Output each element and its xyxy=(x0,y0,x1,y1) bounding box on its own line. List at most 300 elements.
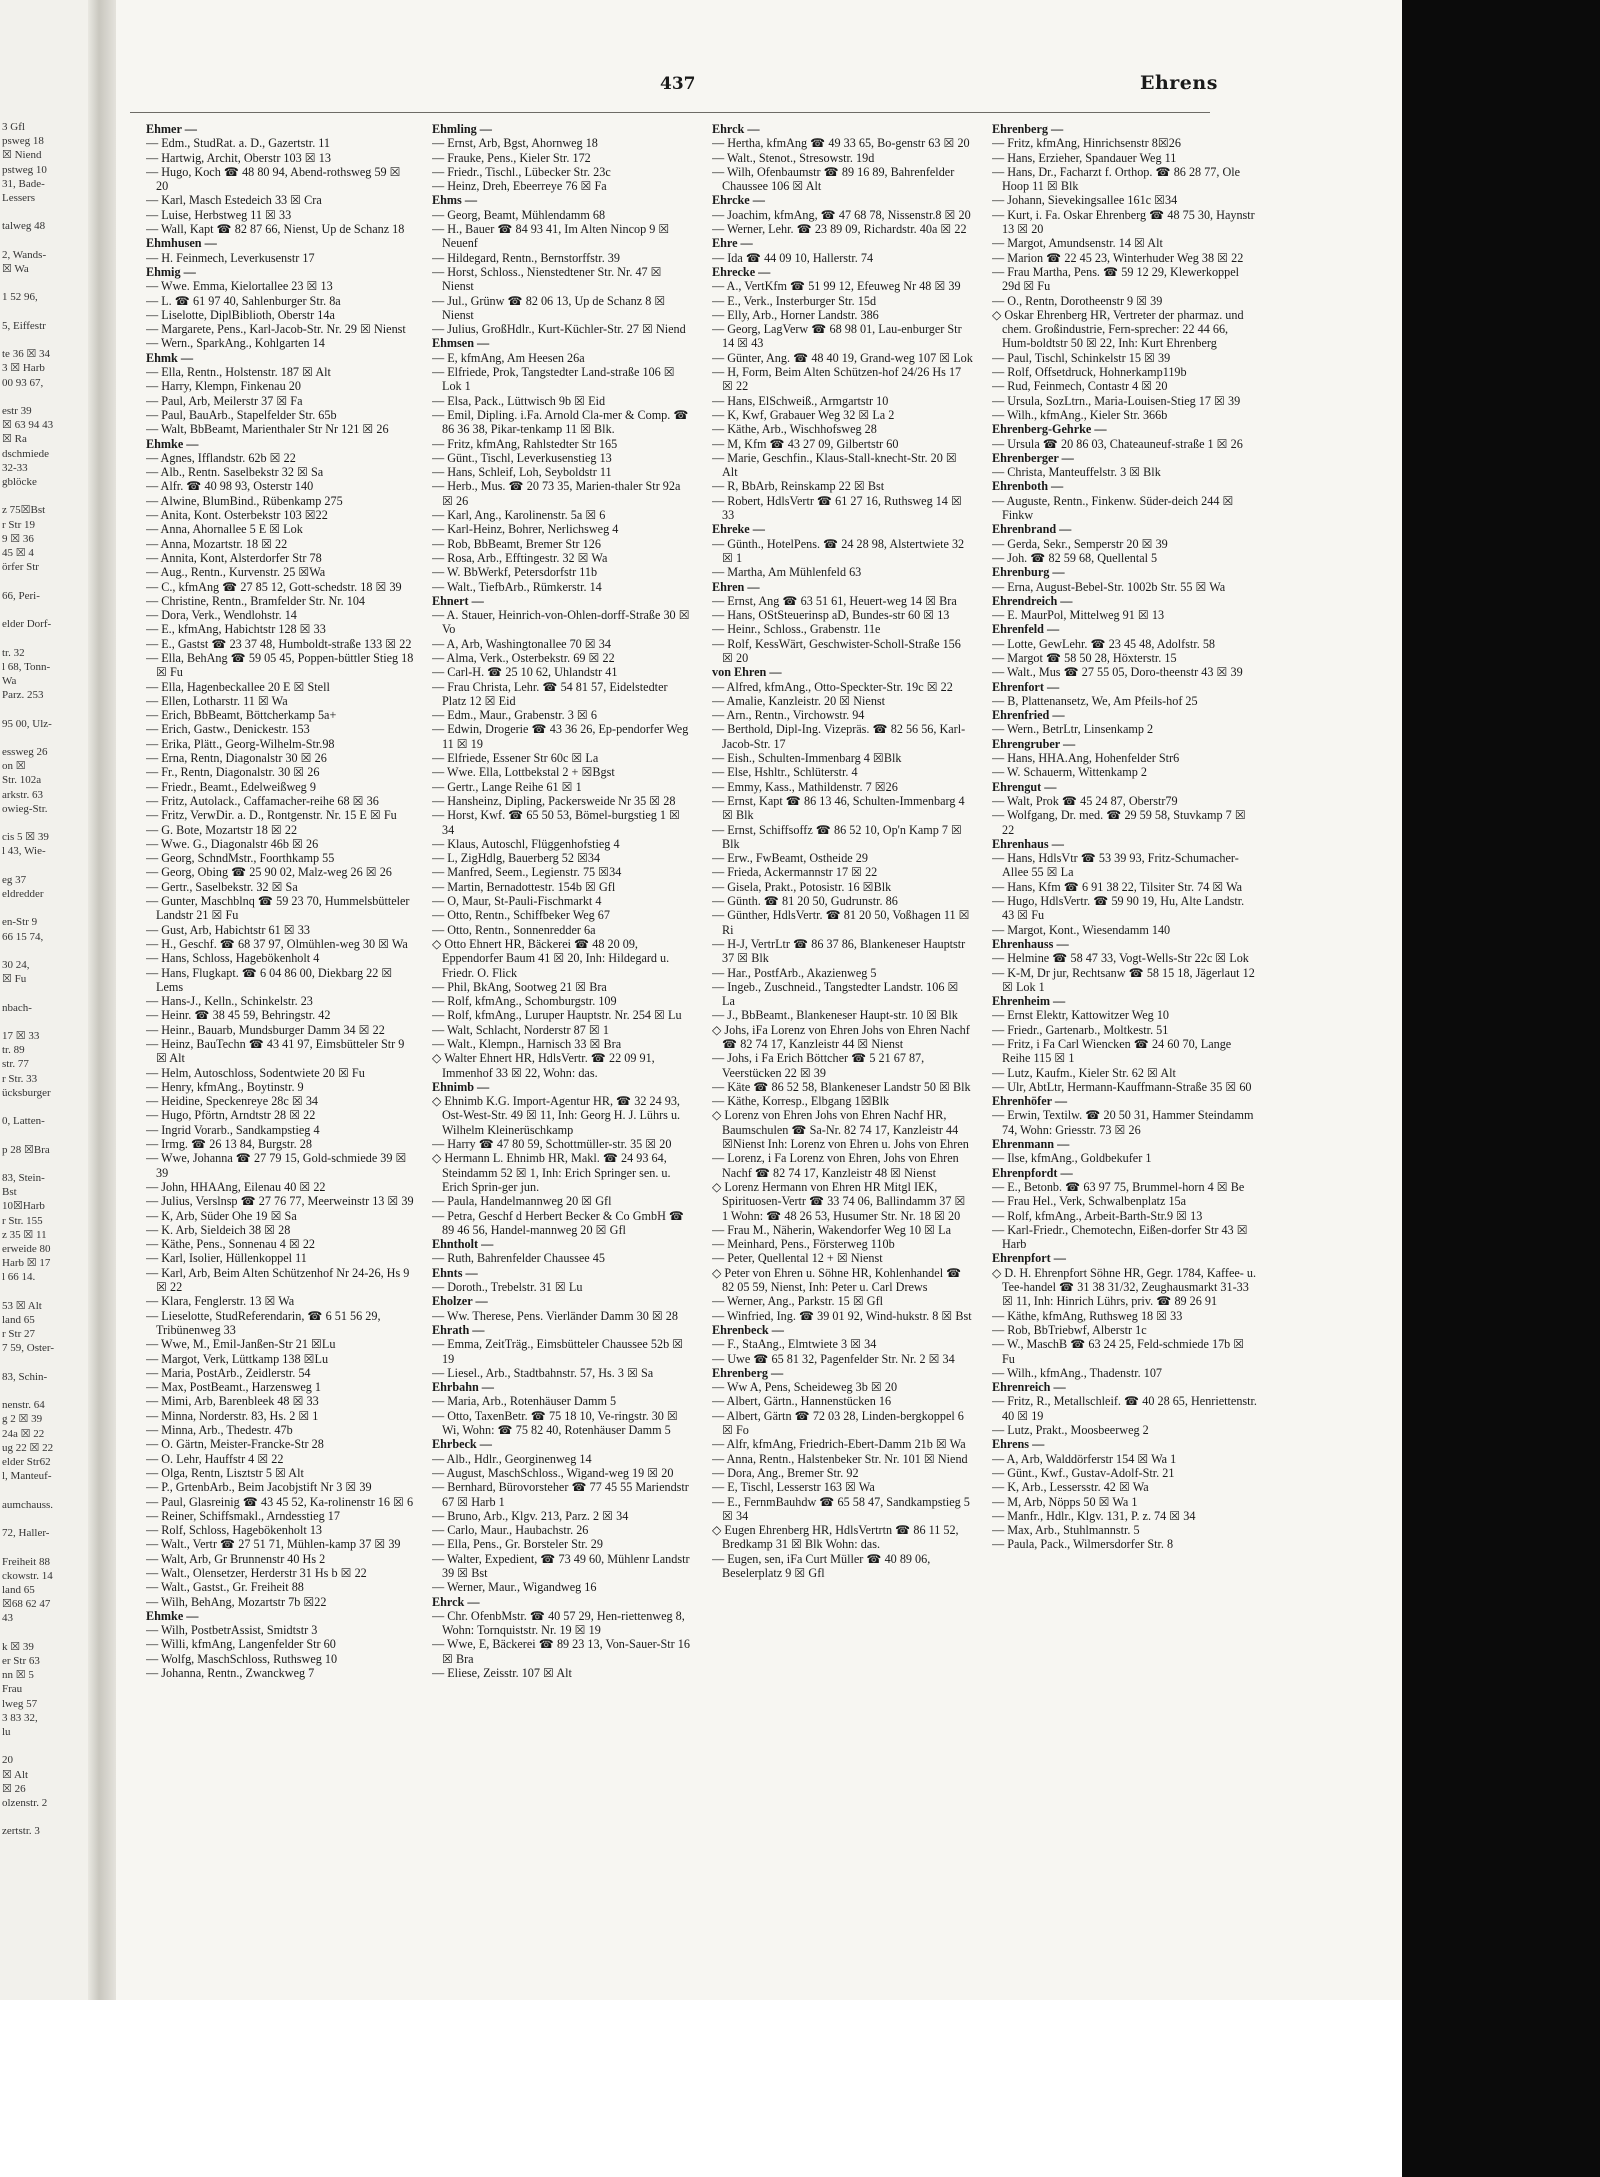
directory-entry: — Anna, Ahornallee 5 E ☒ Lok xyxy=(146,522,303,537)
surname-heading: Ehmhusen — xyxy=(146,236,217,251)
directory-entry: — Frauke, Pens., Kieler Str. 172 xyxy=(432,150,591,165)
directory-entry: — Margot, Verk, Lüttkamp 138 ☒Lu xyxy=(146,1351,329,1366)
facing-page-line: 17 ☒ 33 xyxy=(2,1030,40,1042)
facing-page-line: ☒ Wa xyxy=(2,263,29,276)
directory-entry: — K-M, Dr jur, Rechtsanw ☎ 58 15 18, Jägerlaut 12 ☒ Lok 1 xyxy=(992,965,1255,994)
facing-page-line xyxy=(2,1739,86,1753)
facing-page-line: estr 39 xyxy=(2,405,32,418)
directory-entry: — M, Arb, Nöpps 50 ☒ Wa 1 xyxy=(992,1494,1138,1509)
facing-page-line: 00 93 67, xyxy=(2,376,44,389)
directory-entry: — Werner, Ang., Parkstr. 15 ☒ Gfl xyxy=(712,1294,884,1309)
directory-entry: — Liesel., Arb., Stadtbahnstr. 57, Hs. 3 ☒ Sa xyxy=(432,1365,654,1380)
directory-entry: — Henry, kfmAng., Boytinstr. 9 xyxy=(146,1079,304,1094)
facing-page-line: eldredder xyxy=(2,887,44,900)
directory-entry: — Wolfg, MaschSchloss, Ruthsweg 10 xyxy=(146,1651,338,1666)
directory-entry: — Hugo, HdlsVertr. ☎ 59 90 19, Hu, Alte Landstr. 43 ☒ Fu xyxy=(992,894,1245,923)
directory-entry: — Dora, Verk., Wendlohstr. 14 xyxy=(146,608,297,623)
directory-entry: — Else, Hshltr., Schlüterstr. 4 xyxy=(712,765,858,780)
facing-page-line xyxy=(2,1356,86,1370)
directory-entry: — Hans, HHA.Ang, Hohenfelder Str6 xyxy=(992,751,1180,766)
directory-entry: — Helm, Autoschloss, Sodentwiete 20 ☒ Fu xyxy=(146,1065,365,1080)
facing-page-line: tr. 89 xyxy=(2,1044,25,1057)
facing-page-line: 72, Haller- xyxy=(2,1527,50,1540)
directory-entry: — Gerda, Sekr., Semperstr 20 ☒ 39 xyxy=(992,536,1168,551)
directory-entry: — Günth., HotelPens. ☎ 24 28 98, Alstertwiete 32 ☒ 1 xyxy=(712,536,965,565)
directory-entry: — Olga, Rentn, Lisztstr 5 ☒ Alt xyxy=(146,1465,304,1480)
directory-entry: — C., kfmAng ☎ 27 85 12, Gott-schedstr. 18 ☒ 39 xyxy=(146,579,402,594)
facing-page-line: 24a ☒ 22 xyxy=(2,1427,45,1440)
directory-entry: — Margot ☎ 58 50 28, Höxterstr. 15 xyxy=(992,650,1177,665)
facing-page-line: 66, Peri- xyxy=(2,589,40,602)
directory-entry: — Ingrid Vorarb., Sandkampstieg 4 xyxy=(146,1122,320,1137)
facing-page-line: te 36 ☒ 34 xyxy=(2,348,51,361)
surname-heading: Ehrenfeld — xyxy=(992,622,1060,637)
directory-entry: — Alma, Verk., Osterbekstr. 69 ☒ 22 xyxy=(432,650,615,665)
directory-entry: — Frau M., Näherin, Wakendorfer Weg 10 ☒ La xyxy=(712,1222,951,1237)
directory-entry: — Ida ☎ 44 09 10, Hallerstr. 74 xyxy=(712,250,874,265)
facing-page-line xyxy=(2,1157,86,1171)
directory-entry: — Alfred, kfmAng., Otto-Speckter-Str. 19c ☒ 22 xyxy=(712,679,953,694)
directory-entry: — Winfried, Ing. ☎ 39 01 92, Wind-hukstr. 8 ☒ Bst xyxy=(712,1308,972,1323)
surname-heading: Ehrens — xyxy=(992,1437,1045,1452)
directory-entry: — Hans, HdlsVtr ☎ 53 39 93, Fritz-Schumacher-Allee 55 ☒ La xyxy=(992,851,1239,880)
directory-entry: — Elsa, Pack., Lüttwisch 9b ☒ Eid xyxy=(432,393,606,408)
directory-entry: — Fr., Rentn, Diagonalstr. 30 ☒ 26 xyxy=(146,765,320,780)
directory-entry: — Alwine, BlumBind., Rübenkamp 275 xyxy=(146,493,343,508)
directory-entry: — Friedr., Beamt., Edelweißweg 9 xyxy=(146,779,316,794)
directory-entry: — Walt, Arb, Gr Brunnenstr 40 Hs 2 xyxy=(146,1551,326,1566)
header-rule xyxy=(130,112,1210,113)
directory-entry: — Elfriede, Prok, Tangstedter Land-straße 106 ☒ Lok 1 xyxy=(432,365,675,394)
directory-entry: ◇ Eugen Ehrenberg HR, HdlsVertrtn ☎ 86 11 52, Bredkamp 31 ☒ Blk Wohn: das. xyxy=(712,1523,959,1552)
directory-entry: — Hans, Schloss, Hagebökenholt 4 xyxy=(146,951,320,966)
directory-entry: — Har., PostfArb., Akazienweg 5 xyxy=(712,965,877,980)
facing-page-line: r Str. 33 xyxy=(2,1072,38,1085)
directory-entry: — Hans, OStSteuerinsp aD, Bundes-str 60 ☒ 13 xyxy=(712,608,950,623)
directory-entry: — Heinr., Bauarb, Mundsburger Damm 34 ☒ 22 xyxy=(146,1022,385,1037)
surname-heading: Ehmer — xyxy=(146,122,197,136)
facing-page-line: r Str. 155 xyxy=(2,1214,43,1227)
directory-entry: — Ursula, SozLtrn., Maria-Louisen-Stieg 17 ☒ 39 xyxy=(992,393,1241,408)
facing-page-line: ☒ Niend xyxy=(2,149,42,162)
facing-page-line: z 75☒Bst xyxy=(2,504,46,517)
directory-entry: — Walt., Olensetzer, Herderstr 31 Hs b ☒ 22 xyxy=(146,1565,367,1580)
directory-entry: — Klaus, Autoschl, Flüggenhofstieg 4 xyxy=(432,836,620,851)
facing-page-line xyxy=(2,1285,86,1299)
surname-heading: Ehrbahn — xyxy=(432,1380,494,1395)
facing-page-line xyxy=(2,986,86,1000)
directory-entry: — Dora, Ang., Bremer Str. 92 xyxy=(712,1465,859,1480)
surname-heading: Ehreke — xyxy=(712,522,765,537)
directory-entry: — Ella, Hagenbeckallee 20 E ☒ Stell xyxy=(146,679,330,694)
directory-entry: — Martin, Bernadottestr. 154b ☒ Gfl xyxy=(432,879,616,894)
directory-entry: — Karl, Arb, Beim Alten Schützenhof Nr 24-26, Hs 9 ☒ 22 xyxy=(146,1265,410,1295)
directory-entry: — W. BbWerkf, Petersdorfstr 11b xyxy=(432,565,598,580)
facing-page-line: 7 59, Oster- xyxy=(2,1342,55,1355)
facing-page-line xyxy=(2,603,86,617)
directory-entry: — Amalie, Kanzleistr. 20 ☒ Nienst xyxy=(712,693,886,708)
directory-entry: — Harry ☎ 47 80 59, Schottmüller-str. 35 ☒ 20 xyxy=(432,1137,672,1152)
directory-entry: — O, Maur, St-Pauli-Fischmarkt 4 xyxy=(432,894,602,909)
directory-entry: — Hans, Dr., Facharzt f. Orthop. ☎ 86 28 77, Ole Hoop 11 ☒ Blk xyxy=(992,164,1241,194)
directory-entry: — Arn., Rentn., Virchowstr. 94 xyxy=(712,708,865,723)
facing-page-line: 83, Schin- xyxy=(2,1370,48,1383)
surname-heading: Ehrenburg — xyxy=(992,565,1065,580)
directory-entry: ◇ Johs, iFa Lorenz von Ehren Johs von Ehren Nachf ☎ 82 74 17, Kanzleistr 44 ☒ Nienst xyxy=(712,1022,970,1051)
directory-entry: — Werner, Maur., Wigandweg 16 xyxy=(432,1580,597,1595)
directory-entry: — Paul, BauArb., Stapelfelder Str. 65b xyxy=(146,407,337,422)
facing-page-line xyxy=(2,944,86,958)
directory-entry: — Wall, Kapt ☎ 82 87 66, Nienst, Up de Schanz 18 xyxy=(146,222,405,237)
directory-entry: — Minna, Arb., Thedestr. 47b xyxy=(146,1423,293,1438)
directory-entry: — Elly, Arb., Horner Landstr. 386 xyxy=(712,307,879,322)
surname-heading: Ehrcke — xyxy=(712,193,765,208)
directory-entry: — H. Feinmech, Leverkusenstr 17 xyxy=(146,250,315,265)
directory-entry: — Walt, Prok ☎ 45 24 87, Oberstr79 xyxy=(992,793,1178,808)
directory-entry: — Minna, Norderstr. 83, Hs. 2 ☒ 1 xyxy=(146,1408,319,1423)
directory-entry: — Wern., BetrLtr, Linsenkamp 2 xyxy=(992,722,1154,737)
directory-entry: — Gisela, Prakt., Potosistr. 16 ☒Blk xyxy=(712,879,892,894)
directory-entry: — Hansheinz, Dipling, Packersweide Nr 35 ☒ 28 xyxy=(432,793,676,808)
directory-entry: — Wilh, Ofenbaumstr ☎ 89 16 89, Bahrenfelder Chaussee 106 ☒ Alt xyxy=(712,164,955,194)
facing-page-line xyxy=(2,1015,86,1029)
directory-entry: — A., VertKfm ☎ 51 99 12, Efeuweg Nr 48 ☒ 39 xyxy=(712,279,961,294)
directory-entry: — Wwe. Emma, Kielortallee 23 ☒ 13 xyxy=(146,279,333,294)
directory-entry: — Walt, BbBeamt, Marienthaler Str Nr 121 ☒ 26 xyxy=(146,422,389,437)
directory-entry: — Ernst Elektr, Kattowitzer Weg 10 xyxy=(992,1008,1170,1023)
surname-heading: Ehrenfort — xyxy=(992,679,1060,694)
directory-entry: — E., Verk., Insterburger Str. 15d xyxy=(712,293,877,308)
surname-heading: Ehrath — xyxy=(432,1322,485,1337)
surname-heading: Ehnts — xyxy=(432,1265,478,1280)
surname-heading: Ehrecke — xyxy=(712,264,771,279)
facing-page-line xyxy=(2,731,86,745)
facing-page-line xyxy=(2,702,86,716)
surname-heading: Ehrbeck — xyxy=(432,1437,492,1452)
directory-entry: — Karl, Masch Estedeich 33 ☒ Cra xyxy=(146,193,322,208)
facing-page-line: land 65 xyxy=(2,1583,35,1596)
directory-entry: — Kurt, i. Fa. Oskar Ehrenberg ☎ 48 75 30, Haynstr 13 ☒ 20 xyxy=(992,207,1255,237)
surname-heading: Ehrengruber — xyxy=(992,736,1076,751)
directory-entry: — Walt., TiefbArb., Rümkerstr. 14 xyxy=(432,579,602,594)
directory-entry: — Gertr., Saselbekstr. 32 ☒ Sa xyxy=(146,879,298,894)
directory-entry: — Hertha, kfmAng ☎ 49 33 65, Bo-genstr 63 ☒ 20 xyxy=(712,136,970,151)
facing-page-line xyxy=(2,1810,86,1824)
directory-entry: — F., StaAng., Elmtwiete 3 ☒ 34 xyxy=(712,1337,877,1352)
surname-heading: Ehmke — xyxy=(146,436,199,451)
directory-entry: — E., FernmBauhdw ☎ 65 58 47, Sandkampstieg 5 ☒ 34 xyxy=(712,1494,970,1523)
surname-heading: Ehmling — xyxy=(432,122,492,136)
facing-page-line: l 43, Wie- xyxy=(2,845,46,858)
surname-heading: Ehrenhauss — xyxy=(992,936,1069,951)
directory-entry: — L, ZigHdlg, Bauerberg 52 ☒34 xyxy=(432,851,601,866)
directory-entry: — Ilse, kfmAng., Goldbekufer 1 xyxy=(992,1151,1152,1166)
surname-heading: Ehrck — xyxy=(712,122,760,136)
directory-entry: — Joachim, kfmAng, ☎ 47 68 78, Nissenstr.8 ☒ 20 xyxy=(712,207,971,222)
facing-page-line: 53 ☒ Alt xyxy=(2,1299,42,1312)
directory-entry: — Paul, Arb, Meilerstr 37 ☒ Fa xyxy=(146,393,303,408)
facing-page-line: Lessers xyxy=(2,192,35,205)
facing-page-line: olzenstr. 2 xyxy=(2,1796,48,1809)
directory-entry: — Max, PostBeamt., Harzensweg 1 xyxy=(146,1380,321,1395)
surname-heading: Ehms — xyxy=(432,193,478,208)
directory-entry: — Hugo, Koch ☎ 48 80 94, Abend-rothsweg 59 ☒ 20 xyxy=(146,164,401,194)
facing-page-line: Bst xyxy=(2,1186,17,1199)
directory-entry: — Bernhard, Bürovorsteher ☎ 77 45 55 Mariendstr 67 ☒ Harb 1 xyxy=(432,1480,689,1509)
facing-page-line xyxy=(2,205,86,219)
page-number: 437 xyxy=(660,74,696,94)
directory-entry: — Georg, Obing ☎ 25 90 02, Malz-weg 26 ☒ 26 xyxy=(146,865,392,880)
directory-entry: — K. Arb, Sieldeich 38 ☒ 28 xyxy=(146,1222,291,1237)
directory-entry: — Ingeb., Zuschneid., Tangstedter Landstr. 106 ☒ La xyxy=(712,979,959,1009)
directory-entry: — Rolf, Schloss, Hagebökenholt 13 xyxy=(146,1523,323,1538)
directory-entry: — Heinr., Schloss., Grabenstr. 11e xyxy=(712,622,881,637)
directory-entry: — Phil, BkAng, Sootweg 21 ☒ Bra xyxy=(432,979,607,994)
directory-entry: — A, Arb, Washingtonallee 70 ☒ 34 xyxy=(432,636,611,651)
directory-entry: — Hans-J., Kelln., Schinkelstr. 23 xyxy=(146,994,313,1009)
facing-page-line: 1 52 96, xyxy=(2,291,38,304)
surname-heading: Ehrenberg-Gehrke — xyxy=(992,422,1107,437)
directory-entry: — Ww A, Pens, Scheideweg 3b ☒ 20 xyxy=(712,1380,898,1395)
directory-entry: — Uwe ☎ 65 81 32, Pagenfelder Str. Nr. 2 ☒ 34 xyxy=(712,1351,955,1366)
directory-entry: — Walt., Gastst., Gr. Freiheit 88 xyxy=(146,1580,304,1595)
directory-entry: — Hans, Kfm ☎ 6 91 38 22, Tilsiter Str. 74 ☒ Wa xyxy=(992,879,1243,894)
surname-heading: von Ehren — xyxy=(712,665,782,680)
directory-entry: — K, Kwf, Grabauer Weg 32 ☒ La 2 xyxy=(712,407,895,422)
directory-entry: — P., GrtenbArb., Beim Jacobjstift Nr 3 ☒ 39 xyxy=(146,1480,372,1495)
directory-entry: — Irmg. ☎ 26 13 84, Burgstr. 28 xyxy=(146,1137,312,1152)
facing-page-line: 3 ☒ Harb xyxy=(2,362,45,375)
facing-page-line xyxy=(2,1128,86,1142)
directory-entry: — Harry, Klempn, Finkenau 20 xyxy=(146,379,301,394)
directory-entry: — Fritz, i Fa Carl Wiencken ☎ 24 60 70, Lange Reihe 115 ☒ 1 xyxy=(992,1037,1232,1066)
directory-entry: — H-J, VertrLtr ☎ 86 37 86, Blankeneser Hauptstr 37 ☒ Blk xyxy=(712,936,966,966)
directory-entry: — Walt, Schlacht, Norderstr 87 ☒ 1 xyxy=(432,1022,609,1037)
directory-entry: — Doroth., Trebelstr. 31 ☒ Lu xyxy=(432,1280,583,1295)
directory-entry: — Emma, ZeitTräg., Eimsbütteler Chaussee 52b ☒ 19 xyxy=(432,1337,684,1366)
directory-entry: — Friedr., Gartenarb., Moltkestr. 51 xyxy=(992,1022,1169,1037)
facing-page-line: ☒ Alt xyxy=(2,1768,29,1781)
directory-entry: — Käthe, Korresp., Elbgang 1☒Blk xyxy=(712,1094,890,1109)
directory-entry: — Walter, Expedient, ☎ 73 49 60, Mühlenr Landstr 39 ☒ Bst xyxy=(432,1551,690,1580)
directory-entry: — Reiner, Schiffsmakl., Arndesstieg 17 xyxy=(146,1508,340,1523)
directory-entry: — Günt., Tischl, Leverkusenstieg 13 xyxy=(432,450,612,465)
directory-entry: — Hans, Erzieher, Spandauer Weg 11 xyxy=(992,150,1177,165)
directory-entry: — Erika, Plätt., Georg-Wilhelm-Str.98 xyxy=(146,736,335,751)
directory-entry: — Walt., Mus ☎ 27 55 05, Doro-theenstr 43 ☒ 39 xyxy=(992,665,1243,680)
facing-page-line: r Str 19 xyxy=(2,518,35,531)
directory-entry: — Alfr, kfmAng, Friedrich-Ebert-Damm 21b ☒ Wa xyxy=(712,1437,966,1452)
directory-entry: — Hans, Schleif, Loh, Seyboldstr 11 xyxy=(432,465,612,480)
surname-heading: Ehrenpfordt — xyxy=(992,1165,1073,1180)
facing-page-line: 45 ☒ 4 xyxy=(2,547,34,560)
facing-page-line: str. 77 xyxy=(2,1058,29,1071)
directory-entry: — Horst, Schloss., Nienstedtener Str. Nr. 47 ☒ Nienst xyxy=(432,264,662,294)
directory-entry: ◇ D. H. Ehrenpfort Söhne HR, Gegr. 1784, Kaffee- u. Tee-handel ☎ 31 38 31/32, Zeughausmarkt 31-33 ☒ 11, Inh: Hinrich Lührs, priv. ☎ 89 26 91 xyxy=(992,1265,1257,1309)
directory-entry: — Walt., Vertr ☎ 27 51 71, Mühlen-kamp 37 ☒ 39 xyxy=(146,1537,401,1552)
directory-entry: — Bruno, Arb., Klgv. 213, Parz. 2 ☒ 34 xyxy=(432,1508,629,1523)
directory-entry: — Johann, Sievekingsallee 161c ☒34 xyxy=(992,193,1178,208)
directory-entry: — Marie, Geschfin., Klaus-Stall-knecht-Str. 20 ☒ Alt xyxy=(712,450,957,480)
directory-entry: — Frau Martha, Pens. ☎ 59 12 29, Klewerkoppel 29d ☒ Fu xyxy=(992,264,1240,294)
directory-entry: — Christa, Manteuffelstr. 3 ☒ Blk xyxy=(992,465,1161,480)
directory-entry: — Gunter, Maschblnq ☎ 59 23 70, Hummelsbütteler Landstr 21 ☒ Fu xyxy=(146,894,410,923)
facing-page-line: aumchauss. xyxy=(2,1498,54,1511)
directory-entry: — Walt., Stenot., Stresowstr. 19d xyxy=(712,150,875,165)
directory-entry: — Fritz, kfmAng, Hinrichsenstr 8☒26 xyxy=(992,136,1181,151)
directory-column-2 xyxy=(432,122,694,1972)
directory-entry: — Paul, Tischl, Schinkelstr 15 ☒ 39 xyxy=(992,350,1171,365)
directory-entry: — Georg, LagVerw ☎ 68 98 01, Lau-enburger Str 14 ☒ 43 xyxy=(712,322,962,351)
directory-entry: — Hartwig, Archit, Oberstr 103 ☒ 13 xyxy=(146,150,331,165)
directory-entry: — Aug., Rentn., Kurvenstr. 25 ☒Wa xyxy=(146,565,326,580)
facing-page-line: Str. 102a xyxy=(2,774,42,787)
directory-entry: — Rosa, Arb., Efftingestr. 32 ☒ Wa xyxy=(432,550,608,565)
directory-entry: — Günter, Ang. ☎ 48 40 19, Grand-weg 107 ☒ Lok xyxy=(712,350,973,365)
directory-entry: — Georg, Beamt, Mühlendamm 68 xyxy=(432,207,606,222)
facing-page-line xyxy=(2,489,86,503)
facing-page-line: örfer Str xyxy=(2,561,39,574)
directory-entry: — Robert, HdlsVertr ☎ 61 27 16, Ruthsweg 14 ☒ 33 xyxy=(712,493,962,523)
directory-entry: — Joh. ☎ 82 59 68, Quellental 5 xyxy=(992,550,1158,565)
directory-entry: — Edm., StudRat. a. D., Gazertstr. 11 xyxy=(146,136,331,151)
facing-page-line: ☒ Fu xyxy=(2,973,27,986)
facing-page-line: p 28 ☒Bra xyxy=(2,1143,50,1156)
directory-entry: — Günt., Kwf., Gustav-Adolf-Str. 21 xyxy=(992,1465,1175,1480)
directory-entry: — Marion ☎ 22 45 23, Winterhuder Weg 38 ☒ 22 xyxy=(992,250,1244,265)
facing-page-line: 5, Eiffestr xyxy=(2,319,46,332)
facing-page-line: g 2 ☒ 39 xyxy=(2,1413,43,1426)
directory-entry: — Heinz, Dreh, Ebeerreye 76 ☒ Fa xyxy=(432,179,607,194)
directory-entry: — Wern., SparkAng., Kohlgarten 14 xyxy=(146,336,325,351)
directory-entry: — Rolf, kfmAng., Arbeit-Barth-Str.9 ☒ 13 xyxy=(992,1208,1203,1223)
facing-page-line: lu xyxy=(2,1725,11,1738)
facing-page-line: 31, Bade- xyxy=(2,177,45,190)
directory-entry: — E, Tischl, Lesserstr 163 ☒ Wa xyxy=(712,1480,875,1495)
directory-entry: — O. Gärtn, Meister-Francke-Str 28 xyxy=(146,1437,324,1452)
directory-entry: — E., kfmAng, Habichtstr 128 ☒ 33 xyxy=(146,622,326,637)
facing-page-line: Harb ☒ 17 xyxy=(2,1257,51,1270)
directory-entry: — Rob, BbBeamt, Bremer Str 126 xyxy=(432,536,601,551)
directory-entry: — Lorenz, i Fa Lorenz von Ehren, Johs von Ehren Nachf ☎ 82 74 17, Kanzleistr 48 ☒ Nienst xyxy=(712,1151,959,1180)
directory-entry: — Heinr. ☎ 38 45 59, Behringstr. 42 xyxy=(146,1008,331,1023)
facing-page-line xyxy=(2,276,86,290)
directory-entry: — Käte ☎ 86 52 58, Blankeneser Landstr 50 ☒ Blk xyxy=(712,1079,971,1094)
directory-entry: — Helmine ☎ 58 47 33, Vogt-Wells-Str 22c ☒ Lok xyxy=(992,951,1249,966)
directory-entry: — Wilh, BehAng, Mozartstr 7b ☒22 xyxy=(146,1594,327,1609)
facing-page-line: tr. 32 xyxy=(2,646,25,659)
directory-entry: — Heidine, Speckenreye 28c ☒ 34 xyxy=(146,1094,319,1109)
directory-entry: — Walt., Klempn., Harnisch 33 ☒ Bra xyxy=(432,1037,622,1051)
directory-entry: — Annita, Kont, Alsterdorfer Str 78 xyxy=(146,550,322,565)
directory-entry: — W., MaschB ☎ 63 24 25, Feld-schmiede 17b ☒ Fu xyxy=(992,1337,1245,1366)
surname-heading: Ehrenbeck — xyxy=(712,1322,784,1337)
directory-entry: — Margarete, Pens., Karl-Jacob-Str. Nr. 29 ☒ Nienst xyxy=(146,322,406,337)
directory-entry: — Wilh., kfmAng., Kieler Str. 366b xyxy=(992,407,1168,422)
surname-heading: Ehrenbrand — xyxy=(992,522,1072,537)
directory-entry: — O. Lehr, Hauffstr 4 ☒ 22 xyxy=(146,1451,284,1466)
facing-page-line: ckowstr. 14 xyxy=(2,1569,53,1582)
directory-entry: — Emil, Dipling. i.Fa. Arnold Cla-mer & Comp. ☎ 86 36 38, Pikar-tenkamp 11 ☒ Blk. xyxy=(432,407,689,437)
surname-heading: Ehrenberg — xyxy=(992,122,1064,136)
directory-entry: — Anna, Rentn., Halstenbeker Str. Nr. 101 ☒ Niend xyxy=(712,1451,968,1466)
directory-entry: — Jul., Grünw ☎ 82 06 13, Up de Schanz 8 ☒ Nienst xyxy=(432,293,666,322)
facing-page-line: psweg 18 xyxy=(2,135,44,148)
directory-entry: — Chr. OfenbMstr. ☎ 40 57 29, Hen-riettenweg 8, Wohn: Tornquiststr. Nr. 19 ☒ 19 xyxy=(432,1608,685,1638)
surname-heading: Ehmig — xyxy=(146,264,196,279)
directory-entry: — Alb., Rentn. Saselbekstr 32 ☒ Sa xyxy=(146,465,324,480)
directory-entry: — Julius, GroßHdlr., Kurt-Küchler-Str. 27 ☒ Niend xyxy=(432,322,686,337)
directory-entry: — Erna, August-Bebel-Str. 1002b Str. 55 ☒ Wa xyxy=(992,579,1226,594)
directory-entry: — Wwe, E, Bäckerei ☎ 89 23 13, Von-Sauer-Str 16 ☒ Bra xyxy=(432,1637,690,1666)
directory-entry: — Ernst, Kapt ☎ 86 13 46, Schulten-Immenbarg 4 ☒ Blk xyxy=(712,793,965,823)
directory-entry: — Käthe, Pens., Sonnenau 4 ☒ 22 xyxy=(146,1237,316,1252)
directory-entry: — E., Gastst ☎ 23 37 48, Humboldt-straße 133 ☒ 22 xyxy=(146,636,412,651)
directory-entry: — K, Arb., Lessersstr. 42 ☒ Wa xyxy=(992,1480,1149,1495)
facing-page-text xyxy=(2,120,86,1839)
facing-page-line: elder Str62 xyxy=(2,1456,51,1469)
directory-entry: — Ernst, Arb, Bgst, Ahornweg 18 xyxy=(432,136,598,151)
surname-heading: Ehrenheim — xyxy=(992,994,1066,1009)
facing-page-line: Wa xyxy=(2,674,17,687)
directory-entry: — Erwin, Textilw. ☎ 20 50 31, Hammer Steindamm 74, Wohn: Griesstr. 73 ☒ 26 xyxy=(992,1108,1254,1137)
facing-page-line: talweg 48 xyxy=(2,220,46,233)
directory-entry: — Lutz, Prakt., Moosbeerweg 2 xyxy=(992,1423,1149,1438)
directory-entry: — Wwe, M., Emil-Janßen-Str 21 ☒Lu xyxy=(146,1337,336,1352)
directory-entry: — Frau Christa, Lehr. ☎ 54 81 57, Eidelstedter Platz 12 ☒ Eid xyxy=(432,679,668,708)
directory-entry: — Paula, Pack., Wilmersdorfer Str. 8 xyxy=(992,1537,1174,1552)
directory-entry: — Christine, Rentn., Bramfelder Str. Nr. 104 xyxy=(146,593,366,608)
directory-entry: — Fritz, Autolack., Caffamacher-reihe 68 ☒ 36 xyxy=(146,793,379,808)
facing-page-line xyxy=(2,816,86,830)
directory-entry: — Liselotte, DiplBibliοth, Oberstr 14a xyxy=(146,307,335,322)
directory-entry: — Erw., FwBeamt, Ostheide 29 xyxy=(712,851,868,866)
surname-heading: Ehnert — xyxy=(432,593,484,608)
facing-page-line xyxy=(2,859,86,873)
facing-page-line: lweg 57 xyxy=(2,1697,38,1710)
facing-page-line: gblöcke xyxy=(2,476,37,489)
facing-page-line: 32-33 xyxy=(2,461,28,474)
directory-entry: — K, Arb, Süder Ohe 19 ☒ Sa xyxy=(146,1208,297,1223)
directory-entry: ◇ Otto Ehnert HR, Bäckerei ☎ 48 20 09, Eppendorfer Baum 41 ☒ 20, Inh: Hildegard u. Friedr. O. Flick xyxy=(432,936,670,980)
directory-entry: — Gust, Arb, Habichtstr 61 ☒ 33 xyxy=(146,922,310,937)
facing-page-line: en-Str 9 xyxy=(2,916,38,929)
directory-entry: — Johanna, Rentn., Zwanckweg 7 xyxy=(146,1666,315,1681)
directory-entry: — Frieda, Ackermannstr 17 ☒ 22 xyxy=(712,865,878,880)
surname-heading: Ehrck — xyxy=(432,1594,480,1609)
facing-page-line: 20 xyxy=(2,1754,13,1767)
facing-page-line xyxy=(2,1100,86,1114)
facing-page-line: k ☒ 39 xyxy=(2,1640,34,1653)
directory-entry: — B, Plattenansetz, We, Am Pfeils-hof 25 xyxy=(992,693,1198,708)
directory-entry: — H, Form, Beim Alten Schützen-hof 24/26 Hs 17 ☒ 22 xyxy=(712,365,962,394)
directory-entry: — A, Arb, Walddörferstr 154 ☒ Wa 1 xyxy=(992,1451,1177,1466)
directory-entry: — M, Kfm ☎ 43 27 09, Gilbertstr 60 xyxy=(712,436,899,451)
directory-entry: — Anita, Kont. Osterbekstr 103 ☒22 xyxy=(146,508,328,523)
directory-entry: — Willi, kfmAng, Langenfelder Str 60 xyxy=(146,1637,336,1652)
surname-heading: Ehntholt — xyxy=(432,1237,494,1252)
directory-entry: — Wilh, PostbetrAssist, Smidtstr 3 xyxy=(146,1623,318,1638)
surname-heading: Ehrenfried — xyxy=(992,708,1065,723)
directory-entry: — G. Bote, Mozartstr 18 ☒ 22 xyxy=(146,822,298,837)
facing-page-line: Frau xyxy=(2,1683,23,1696)
surname-heading: Ehmk — xyxy=(146,350,194,365)
directory-entry: — Karl, Ang., Karolinenstr. 5a ☒ 6 xyxy=(432,508,606,523)
directory-entry: — Rolf, KessWärt, Geschwister-Scholl-Straße 156 ☒ 20 xyxy=(712,636,961,665)
directory-entry: — Werner, Lehr. ☎ 23 89 09, Richardstr. 40a ☒ 22 xyxy=(712,222,967,237)
facing-page-line: 66 15 74, xyxy=(2,930,44,943)
directory-entry: — Mimi, Arb, Barenbleek 48 ☒ 33 xyxy=(146,1394,319,1409)
